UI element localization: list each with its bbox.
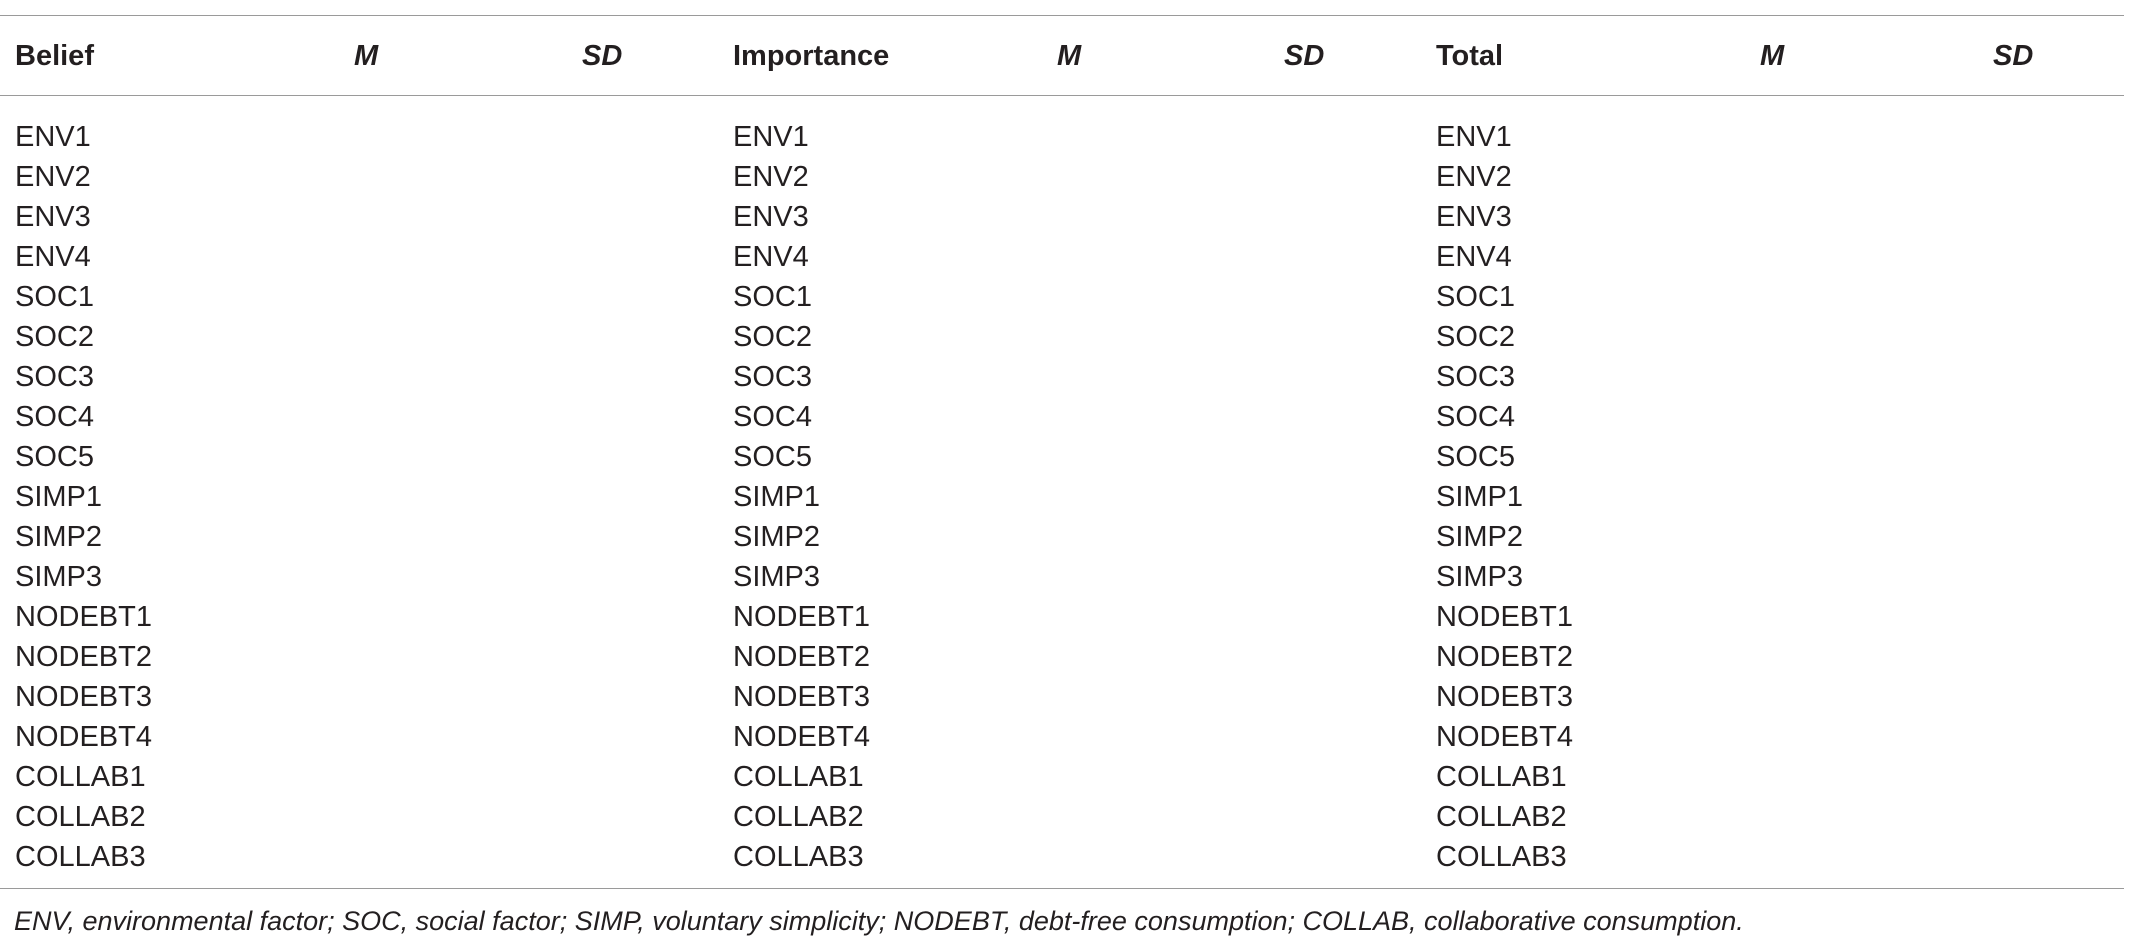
item-belief-cell: SOC2 xyxy=(15,321,94,353)
item-belief-cell: ENV4 xyxy=(15,241,91,273)
header-importance-sd: SD xyxy=(1284,40,1325,72)
item-importance-cell: NODEBT4 xyxy=(733,721,870,753)
header-importance: Importance xyxy=(733,40,890,72)
item-importance-cell: NODEBT1 xyxy=(733,601,870,633)
item-belief-cell: NODEBT3 xyxy=(15,681,152,713)
item-belief-cell: NODEBT4 xyxy=(15,721,152,753)
item-importance-cell: ENV3 xyxy=(733,201,809,233)
item-importance-cell: ENV2 xyxy=(733,161,809,193)
item-total-cell: ENV1 xyxy=(1436,121,1512,153)
item-total-cell: SOC4 xyxy=(1436,401,1515,433)
item-belief-cell: NODEBT1 xyxy=(15,601,152,633)
item-importance-cell: COLLAB1 xyxy=(733,761,864,793)
item-belief-cell: SOC5 xyxy=(15,441,94,473)
item-total-cell: COLLAB1 xyxy=(1436,761,1567,793)
item-total-cell: SOC2 xyxy=(1436,321,1515,353)
item-importance-cell: ENV4 xyxy=(733,241,809,273)
item-importance-cell: COLLAB2 xyxy=(733,801,864,833)
item-total-cell: NODEBT2 xyxy=(1436,641,1573,673)
item-total-cell: SIMP1 xyxy=(1436,481,1524,513)
header-belief: Belief xyxy=(15,40,94,72)
item-importance-cell: NODEBT3 xyxy=(733,681,870,713)
item-belief-cell: ENV3 xyxy=(15,201,91,233)
item-importance-cell: NODEBT2 xyxy=(733,641,870,673)
header-importance-mean: M xyxy=(1057,40,1082,72)
item-total-cell: ENV4 xyxy=(1436,241,1512,273)
header-total-sd: SD xyxy=(1993,40,2034,72)
item-belief-cell: COLLAB1 xyxy=(15,761,146,793)
item-belief-cell: SOC4 xyxy=(15,401,94,433)
item-total-cell: SOC5 xyxy=(1436,441,1515,473)
item-importance-cell: SIMP3 xyxy=(733,561,821,593)
item-belief-cell: SIMP1 xyxy=(15,481,103,513)
header-total-mean: M xyxy=(1760,40,1785,72)
item-belief-cell: ENV2 xyxy=(15,161,91,193)
item-total-cell: SIMP2 xyxy=(1436,521,1524,553)
item-importance-cell: SOC4 xyxy=(733,401,812,433)
item-total-cell: ENV3 xyxy=(1436,201,1512,233)
item-importance-cell: ENV1 xyxy=(733,121,809,153)
item-total-cell: NODEBT3 xyxy=(1436,681,1573,713)
item-belief-cell: SOC1 xyxy=(15,281,94,313)
table-bottom-rule xyxy=(0,888,2124,889)
item-total-cell: SIMP3 xyxy=(1436,561,1524,593)
item-belief-cell: COLLAB3 xyxy=(15,841,146,873)
item-total-cell: NODEBT4 xyxy=(1436,721,1573,753)
header-belief-sd: SD xyxy=(582,40,623,72)
item-total-cell: COLLAB3 xyxy=(1436,841,1567,873)
item-importance-cell: SOC1 xyxy=(733,281,812,313)
table-footnote: ENV, environmental factor; SOC, social factor; SIMP, voluntary simplicity; NODEBT, debt-free consumption; COLLAB, collaborative consumption. xyxy=(14,906,1744,936)
item-total-cell: NODEBT1 xyxy=(1436,601,1573,633)
item-belief-cell: ENV1 xyxy=(15,121,91,153)
item-importance-cell: SOC2 xyxy=(733,321,812,353)
item-belief-cell: SIMP2 xyxy=(15,521,103,553)
header-belief-mean: M xyxy=(354,40,379,72)
item-importance-cell: SIMP2 xyxy=(733,521,821,553)
item-total-cell: SOC3 xyxy=(1436,361,1515,393)
item-importance-cell: COLLAB3 xyxy=(733,841,864,873)
item-belief-cell: COLLAB2 xyxy=(15,801,146,833)
item-belief-cell: NODEBT2 xyxy=(15,641,152,673)
item-total-cell: SOC1 xyxy=(1436,281,1515,313)
item-total-cell: COLLAB2 xyxy=(1436,801,1567,833)
item-belief-cell: SOC3 xyxy=(15,361,94,393)
header-total: Total xyxy=(1436,40,1504,72)
item-importance-cell: SOC5 xyxy=(733,441,812,473)
item-importance-cell: SOC3 xyxy=(733,361,812,393)
item-belief-cell: SIMP3 xyxy=(15,561,103,593)
item-importance-cell: SIMP1 xyxy=(733,481,821,513)
item-total-cell: ENV2 xyxy=(1436,161,1512,193)
